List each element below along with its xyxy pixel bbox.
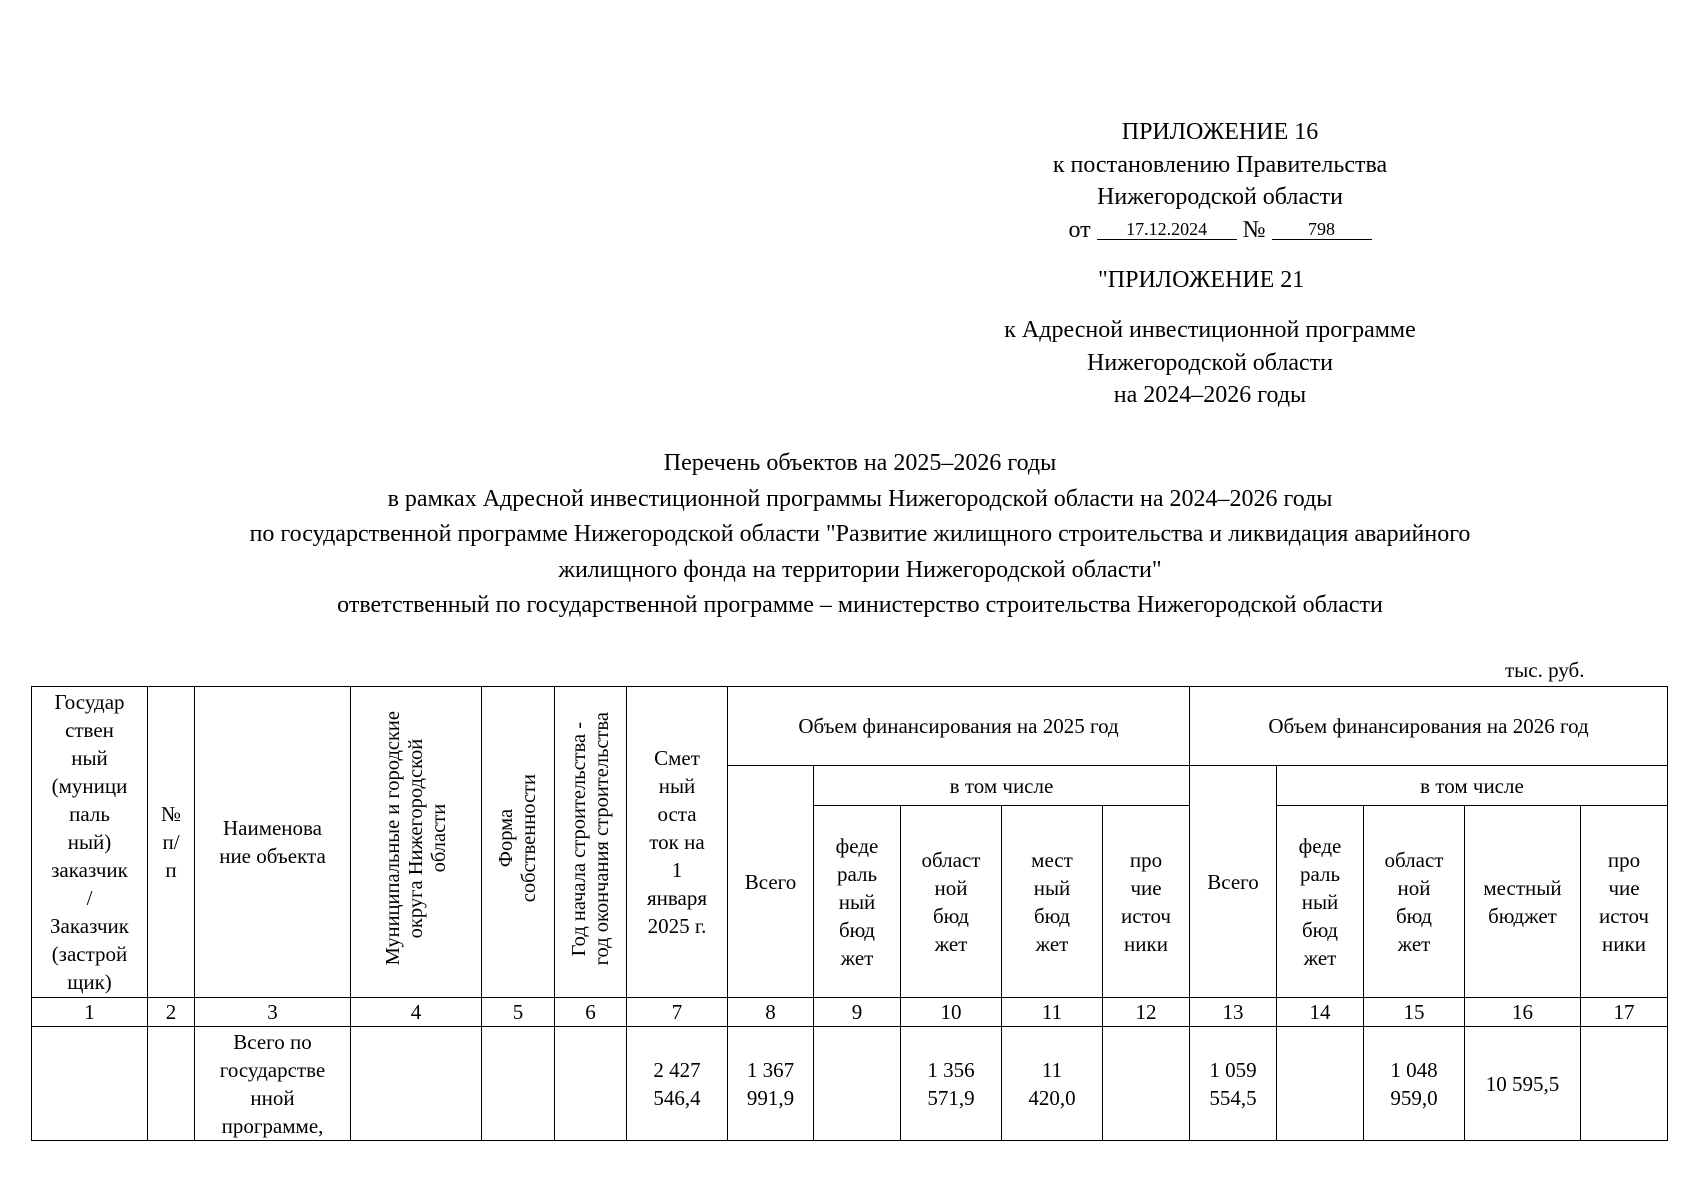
- annex-line-1: к Адресной инвестиционной программе: [1004, 317, 1416, 343]
- cell-regional-2026-text: 1 048 959,0: [1390, 1057, 1438, 1110]
- column-number: 3: [195, 998, 351, 1027]
- header-municipalities-text: Муниципальные и городские округа Нижегородской области: [381, 711, 450, 966]
- header-regional-2025: [901, 806, 1002, 998]
- decree-line: к постановлению Правительства: [1052, 151, 1388, 178]
- cell-regional-2025: [901, 1027, 1002, 1141]
- title-line-4: жилищного фонда на территории Нижегородской области": [558, 556, 1162, 583]
- date-field: 17.12.2024: [1097, 219, 1237, 240]
- header-other-2026: [1581, 806, 1668, 998]
- cell-total-2026-text: 1 059 554,5: [1209, 1057, 1257, 1110]
- header-local-2026-text: местный бюджет: [1483, 875, 1562, 928]
- column-number: 8: [728, 998, 814, 1027]
- column-number: 11: [1002, 998, 1103, 1027]
- header-years-text: Год начала строительства - год окончания строительства: [567, 711, 613, 966]
- header-including-2025: в том числе: [814, 766, 1190, 806]
- header-ownership-text: Форма собственности: [495, 774, 540, 903]
- units-label: тыс. руб.: [1505, 658, 1585, 682]
- header-funding-2026: Объем финансирования на 2026 год: [1190, 687, 1668, 766]
- header-object-name: [195, 687, 351, 998]
- cell-other-2026: [1581, 1027, 1668, 1141]
- header-total-2026: Всего: [1190, 766, 1277, 998]
- column-number: 13: [1190, 998, 1277, 1027]
- title-line-2: в рамках Адресной инвестиционной программы Нижегородской области на 2024–2026 годы: [387, 485, 1333, 512]
- annex-block: [960, 314, 1460, 412]
- cell-total-2026: [1190, 1027, 1277, 1141]
- cell-federal-2026: [1277, 1027, 1364, 1141]
- header-estimated-balance: [627, 687, 728, 998]
- date-number-line: [1010, 214, 1430, 247]
- cell-local-2026: 10 595,5: [1465, 1027, 1581, 1141]
- cell-customer: [32, 1027, 148, 1141]
- column-number: 5: [482, 998, 555, 1027]
- header-federal-2025: [814, 806, 901, 998]
- number-sign: №: [1242, 216, 1266, 243]
- header-other-2025: [1103, 806, 1190, 998]
- header-years: [555, 687, 627, 998]
- date-prefix: от: [1068, 216, 1091, 243]
- cell-estimated-balance: [627, 1027, 728, 1141]
- column-number: 6: [555, 998, 627, 1027]
- header-number-text: № п/ п: [160, 802, 182, 882]
- cell-regional-2025-text: 1 356 571,9: [927, 1057, 975, 1110]
- header-object-name-text: Наименова ние объекта: [219, 816, 326, 868]
- cell-regional-2026: [1364, 1027, 1465, 1141]
- document-title: [60, 446, 1660, 624]
- header-customer: [32, 687, 148, 998]
- column-number-row: [32, 998, 1668, 1027]
- column-number: 12: [1103, 998, 1190, 1027]
- header-customer-text: Государ ствен ный (муници паль ный) заказчик / Заказчик (застрой щик): [50, 690, 129, 994]
- header-including-2026: в том числе: [1277, 766, 1668, 806]
- column-number: 10: [901, 998, 1002, 1027]
- header-ownership: [482, 687, 555, 998]
- header-funding-2025: Объем финансирования на 2025 год: [728, 687, 1190, 766]
- header-estimated-balance-text: Смет ный оста ток на 1 января 2025 г.: [646, 746, 708, 938]
- header-regional-2025-text: област ной бюд жет: [921, 847, 981, 956]
- header-other-2026-text: про чие источ ники: [1599, 847, 1649, 956]
- header-municipalities: [351, 687, 482, 998]
- header-regional-2026: [1364, 806, 1465, 998]
- annex-line-3: на 2024–2026 годы: [1113, 382, 1307, 408]
- cell-object-name-text: Всего по государстве нной программе,: [219, 1029, 326, 1138]
- cell-ownership: [482, 1027, 555, 1141]
- objects-table: [31, 686, 1668, 1141]
- region-line: Нижегородской области: [1096, 184, 1344, 210]
- header-regional-2026-text: област ной бюд жет: [1384, 847, 1444, 956]
- column-number: 4: [351, 998, 482, 1027]
- header-local-2026: [1465, 806, 1581, 998]
- column-number: 9: [814, 998, 901, 1027]
- column-number: 15: [1364, 998, 1465, 1027]
- cell-local-2025-text: 11 420,0: [1028, 1057, 1076, 1110]
- cell-federal-2025: [814, 1027, 901, 1141]
- cell-municipalities: [351, 1027, 482, 1141]
- header-federal-2026: [1277, 806, 1364, 998]
- header-number: [148, 687, 195, 998]
- cell-other-2025: [1103, 1027, 1190, 1141]
- column-number: 14: [1277, 998, 1364, 1027]
- column-number: 17: [1581, 998, 1668, 1027]
- appendix-title: ПРИЛОЖЕНИЕ 16: [1121, 119, 1319, 145]
- appendix-header: [1010, 116, 1430, 246]
- annex-title: "ПРИЛОЖЕНИЕ 21: [1098, 267, 1305, 293]
- title-line-1: Перечень объектов на 2025–2026 годы: [663, 450, 1057, 476]
- column-number: 7: [627, 998, 728, 1027]
- number-field: 798: [1272, 219, 1372, 240]
- cell-estimated-balance-text: 2 427 546,4: [653, 1057, 701, 1110]
- header-local-2025-text: мест ный бюд жет: [1031, 847, 1073, 956]
- cell-years: [555, 1027, 627, 1141]
- cell-total-2025: [728, 1027, 814, 1141]
- cell-local-2025: [1002, 1027, 1103, 1141]
- column-number: 16: [1465, 998, 1581, 1027]
- header-federal-2025-text: феде раль ный бюд жет: [835, 833, 879, 970]
- title-line-3: по государственной программе Нижегородской области "Развитие жилищного строительства и ликвидация аварийного: [249, 521, 1471, 547]
- cell-object-name: [195, 1027, 351, 1141]
- annex-line-2: Нижегородской области: [1086, 349, 1334, 376]
- header-local-2025: [1002, 806, 1103, 998]
- column-number: 2: [148, 998, 195, 1027]
- title-line-5: ответственный по государственной программе – министерство строительства Нижегородской области: [337, 592, 1383, 618]
- table-row: [32, 1027, 1668, 1141]
- column-number: 1: [32, 998, 148, 1027]
- cell-total-2025-text: 1 367 991,9: [746, 1057, 795, 1110]
- header-other-2025-text: про чие источ ники: [1121, 847, 1171, 956]
- header-total-2025: Всего: [728, 766, 814, 998]
- header-federal-2026-text: феде раль ный бюд жет: [1298, 833, 1342, 970]
- cell-number: [148, 1027, 195, 1141]
